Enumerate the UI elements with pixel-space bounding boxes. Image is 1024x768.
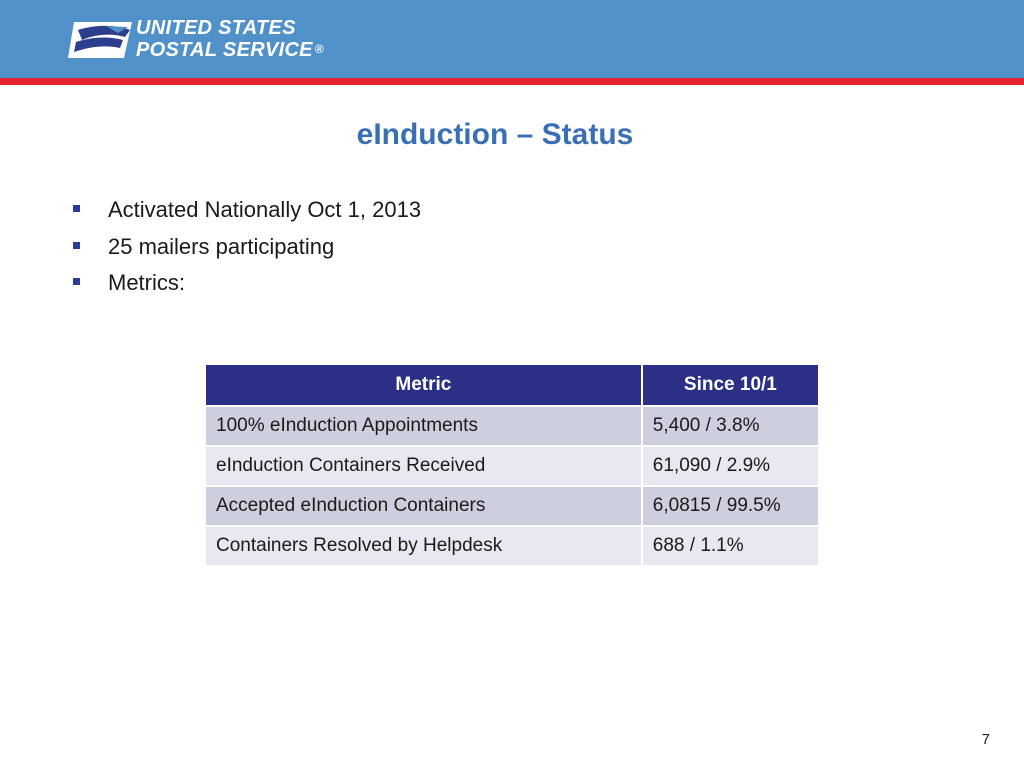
column-header-since: Since 10/1 <box>642 364 819 406</box>
metric-cell: eInduction Containers Received <box>205 446 642 486</box>
table-row <box>205 406 819 446</box>
wordmark-line1: UNITED STATES <box>136 17 296 39</box>
column-header-metric: Metric <box>205 364 642 406</box>
usps-eagle-logo-icon <box>68 18 138 62</box>
metric-cell: 100% eInduction Appointments <box>205 406 642 446</box>
table-header-row <box>205 364 819 406</box>
table-row <box>205 486 819 526</box>
bullet-text: Activated Nationally Oct 1, 2013 <box>108 197 422 222</box>
page-number: 7 <box>981 731 990 748</box>
header-red-stripe <box>0 78 1024 85</box>
metric-cell: Containers Resolved by Helpdesk <box>205 526 642 566</box>
bullet-item <box>70 229 421 266</box>
metrics-table <box>204 363 820 567</box>
value-cell: 5,400 / 3.8% <box>642 406 819 446</box>
bullet-square-icon <box>73 278 80 285</box>
bullet-list <box>70 192 421 302</box>
value-cell: 61,090 / 2.9% <box>642 446 819 486</box>
bullet-text: Metrics: <box>108 270 185 295</box>
table-row <box>205 526 819 566</box>
bullet-item <box>70 265 421 302</box>
wordmark-line2-text: POSTAL SERVICE <box>136 39 313 61</box>
header-bar <box>0 0 1024 78</box>
bullet-item <box>70 192 421 229</box>
table-row <box>205 446 819 486</box>
wordmark-line2 <box>136 39 324 61</box>
bullet-square-icon <box>73 205 80 212</box>
bullet-text: 25 mailers participating <box>108 233 335 259</box>
bullet-square-icon <box>73 242 80 249</box>
metric-cell: Accepted eInduction Containers <box>205 486 642 526</box>
registered-mark: ® <box>314 42 324 56</box>
slide-title: eInduction – Status <box>356 118 634 151</box>
usps-wordmark <box>136 18 324 61</box>
value-cell: 688 / 1.1% <box>642 526 819 566</box>
value-cell: 6,0815 / 99.5% <box>642 486 819 526</box>
